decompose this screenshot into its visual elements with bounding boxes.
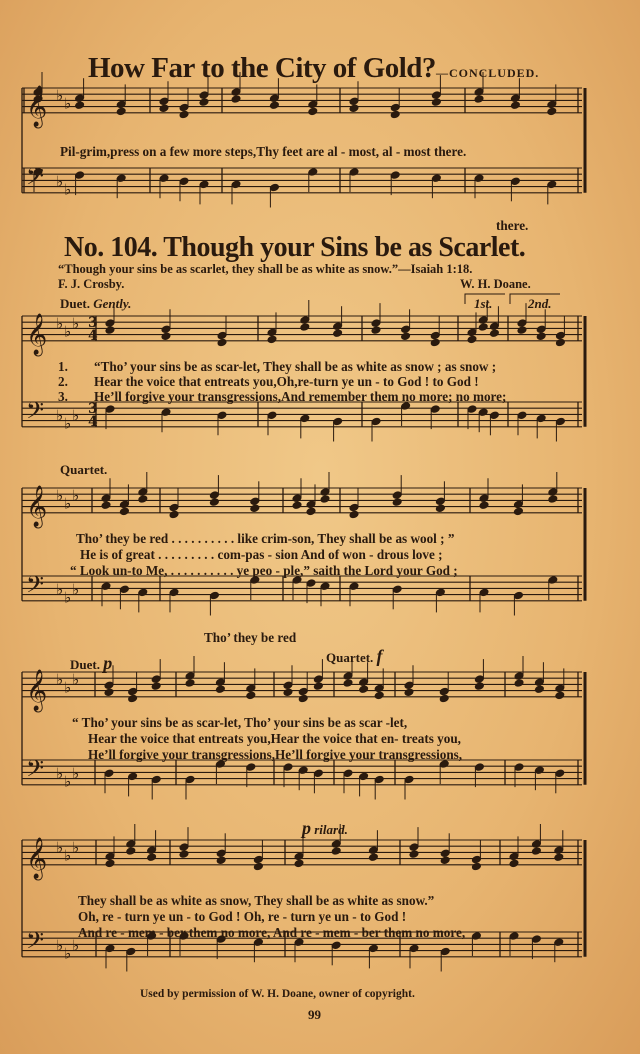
note-head (253, 855, 263, 864)
note-head (215, 685, 225, 694)
note-head (333, 417, 343, 426)
flat-sign: ♭ (64, 772, 72, 791)
note-head (555, 684, 565, 693)
note-head (547, 107, 557, 116)
note-head (435, 504, 445, 513)
note-head (128, 687, 138, 696)
note-head (368, 944, 378, 953)
note-head (105, 326, 115, 335)
note-head (253, 862, 263, 871)
note-head (555, 417, 565, 426)
note-head (313, 675, 323, 684)
note-head (292, 501, 302, 510)
note-head (547, 180, 557, 189)
lyric-line: He’ll forgive your transgressions,And remember them no more; no more; (94, 389, 507, 404)
treble-clef: 𝄞 (26, 669, 48, 711)
note-head (489, 411, 499, 420)
verse-number: 3. (58, 389, 68, 404)
note-head (534, 678, 544, 687)
note-head (439, 694, 449, 703)
note-head (105, 852, 115, 861)
note-head (349, 503, 359, 512)
note-head (250, 504, 260, 513)
note-head (105, 405, 115, 414)
note-head (534, 685, 544, 694)
lyric-line: Hear the voice that entreats you,Oh,re-turn ye un - to God ! to God ! (94, 374, 479, 389)
note-head (510, 101, 520, 110)
note-head (126, 947, 136, 956)
flat-sign: ♭ (72, 486, 80, 505)
note-head (374, 775, 384, 784)
note-head (548, 495, 558, 504)
note-head (179, 110, 189, 119)
note-head (531, 935, 541, 944)
note-head (159, 97, 169, 106)
flat-sign: ♭ (56, 838, 64, 857)
note-head (474, 763, 484, 772)
note-head (514, 672, 524, 681)
note-head (151, 775, 161, 784)
note-head (138, 588, 148, 597)
time-signature: 4 (88, 414, 98, 430)
note-head (333, 329, 343, 338)
verse-number: 1. (58, 359, 68, 374)
note-head (510, 94, 520, 103)
note-head (313, 682, 323, 691)
note-head (294, 859, 304, 868)
note-head (392, 498, 402, 507)
lyric-line: “ Tho’ your sins be as scar-let, Tho’ your sins be as scar -let, (72, 715, 408, 730)
note-head (215, 678, 225, 687)
first-ending-label: 1st. (474, 296, 493, 311)
note-head (159, 174, 169, 183)
rilard-marking: p rilard. (302, 818, 348, 838)
note-head (209, 491, 219, 500)
note-head (126, 847, 136, 856)
note-head (231, 95, 241, 104)
note-head (548, 488, 558, 497)
note-head (513, 591, 523, 600)
note-head (517, 326, 527, 335)
note-head (392, 491, 402, 500)
lyric-line: Pil-grim,press on a few more steps,Thy feet are al - most, al - most there. (60, 144, 467, 159)
lyric-line: “ Look un-to Me, . . . . . . . . . . ye peo - ple,” saith the Lord your God ; (70, 563, 458, 578)
note-head (409, 850, 419, 859)
note-head (359, 678, 369, 687)
note-head (101, 582, 111, 591)
note-head (119, 585, 129, 594)
lyricist-credit: F. J. Crosby. (58, 277, 125, 291)
note-head (509, 859, 519, 868)
note-head (151, 682, 161, 691)
treble-clef: 𝄞 (26, 485, 48, 527)
note-head (185, 775, 195, 784)
note-head (216, 849, 226, 858)
quartet-label: Quartet. f (326, 646, 383, 666)
flat-sign: ♭ (64, 846, 72, 865)
bass-clef: 𝄢 (26, 570, 45, 604)
note-head (267, 411, 277, 420)
note-head (440, 849, 450, 858)
note-head (536, 414, 546, 423)
note-head (179, 103, 189, 112)
note-head (435, 497, 445, 506)
flat-sign: ♭ (64, 678, 72, 697)
scripture-epigraph: “Though your sins be as scarlet, they shall be as white as snow.”—Isaiah 1:18. (58, 262, 473, 276)
note-head (283, 681, 293, 690)
quartet-label: Quartet. (60, 462, 108, 477)
lyric-line: Tho’ they be red . . . . . . . . . . like crim-son, They shall be as wool ; ” (76, 531, 455, 546)
concluded-tag: —CONCLUDED. (435, 66, 540, 80)
note-head (169, 503, 179, 512)
note-head (104, 681, 114, 690)
flat-sign: ♭ (64, 944, 72, 963)
composer-credit: W. H. Doane. (460, 277, 531, 291)
time-signature: 3 (88, 315, 98, 331)
flat-sign: ♭ (72, 314, 80, 333)
note-head (489, 329, 499, 338)
note-head (368, 853, 378, 862)
note-head (105, 859, 115, 868)
note-head (300, 323, 310, 332)
note-head (531, 840, 541, 849)
note-head (409, 944, 419, 953)
second-ending-label: 2nd. (528, 296, 552, 311)
note-head (267, 335, 277, 344)
note-head (320, 488, 330, 497)
note-head (231, 180, 241, 189)
note-head (534, 766, 544, 775)
note-head (547, 100, 557, 109)
note-head (392, 585, 402, 594)
treble-clef: 𝄞 (26, 837, 48, 879)
flat-sign: ♭ (72, 580, 80, 599)
note-head (161, 325, 171, 334)
note-head (298, 766, 308, 775)
note-head (467, 405, 477, 414)
note-head (510, 177, 520, 186)
note-head (513, 507, 523, 516)
note-head (509, 932, 519, 941)
note-head (306, 507, 316, 516)
note-head (75, 101, 85, 110)
lyric-bass-word: there. (496, 218, 529, 233)
note-head (75, 171, 85, 180)
flat-sign: ♭ (56, 86, 64, 105)
flat-sign: ♭ (56, 172, 64, 191)
note-head (431, 91, 441, 100)
note-head (514, 679, 524, 688)
note-head (471, 932, 481, 941)
note-head (185, 672, 195, 681)
note-head (371, 417, 381, 426)
note-head (439, 687, 449, 696)
flat-sign: ♭ (56, 670, 64, 689)
note-head (440, 856, 450, 865)
time-signature: 3 (88, 401, 98, 417)
note-head (479, 588, 489, 597)
note-head (409, 843, 419, 852)
note-head (349, 510, 359, 519)
note-head (104, 688, 114, 697)
note-head (138, 488, 148, 497)
note-head (101, 494, 111, 503)
note-head (467, 328, 477, 337)
note-head (116, 107, 126, 116)
bass-clef: 𝄢 (26, 926, 45, 960)
flat-sign: ♭ (56, 486, 64, 505)
note-head (349, 104, 359, 113)
note-head (517, 411, 527, 420)
note-head (306, 579, 316, 588)
flat-sign: ♭ (72, 406, 80, 425)
note-head (283, 763, 293, 772)
continued-song-title: How Far to the City of Gold?—CONCLUDED. (88, 52, 540, 84)
note-head (331, 840, 341, 849)
note-head (333, 322, 343, 331)
note-head (199, 91, 209, 100)
note-head (128, 772, 138, 781)
note-head (217, 411, 227, 420)
note-head (479, 494, 489, 503)
note-head (179, 843, 189, 852)
note-head (509, 852, 519, 861)
note-head (331, 847, 341, 856)
note-head (474, 682, 484, 691)
note-head (138, 495, 148, 504)
note-head (554, 938, 564, 947)
note-head (536, 332, 546, 341)
note-head (435, 588, 445, 597)
note-head (548, 576, 558, 585)
flat-sign: ♭ (64, 588, 72, 607)
note-head (217, 331, 227, 340)
note-head (119, 500, 129, 509)
note-head (368, 846, 378, 855)
note-head (199, 98, 209, 107)
note-head (159, 104, 169, 113)
note-head (199, 180, 209, 189)
note-head (478, 316, 488, 325)
duet-label: Duet. p (70, 653, 113, 673)
note-head (536, 325, 546, 334)
note-head (116, 174, 126, 183)
note-head (128, 694, 138, 703)
note-head (294, 852, 304, 861)
flat-sign: ♭ (56, 764, 64, 783)
note-head (555, 331, 565, 340)
note-head (404, 688, 414, 697)
note-head (349, 582, 359, 591)
note-head (267, 328, 277, 337)
note-head (555, 769, 565, 778)
note-head (479, 501, 489, 510)
flat-sign: ♭ (72, 838, 80, 857)
note-head (179, 177, 189, 186)
note-head (349, 168, 359, 177)
note-head (371, 326, 381, 335)
note-head (101, 501, 111, 510)
note-head (404, 775, 414, 784)
treble-clef: 𝄞 (26, 313, 48, 355)
bass-clef: 𝄢 (26, 754, 45, 788)
note-head (169, 510, 179, 519)
note-head (471, 862, 481, 871)
note-head (555, 338, 565, 347)
note-head (374, 684, 384, 693)
note-head (126, 840, 136, 849)
note-head (343, 769, 353, 778)
note-head (306, 500, 316, 509)
note-head (349, 97, 359, 106)
note-head (292, 494, 302, 503)
lyric-line: And re - mem - ber them no more, And re - mem - ber them no more, (78, 925, 466, 940)
note-head (283, 688, 293, 697)
note-head (431, 98, 441, 107)
note-head (401, 332, 411, 341)
note-head (147, 853, 157, 862)
note-head (343, 679, 353, 688)
note-head (185, 679, 195, 688)
note-head (320, 582, 330, 591)
note-head (489, 322, 499, 331)
note-head (246, 763, 256, 772)
note-head (147, 846, 157, 855)
note-head (474, 95, 484, 104)
note-head (531, 847, 541, 856)
note-head (105, 944, 115, 953)
note-head (554, 846, 564, 855)
note-head (119, 507, 129, 516)
note-head (331, 941, 341, 950)
note-head (467, 335, 477, 344)
note-head (359, 685, 369, 694)
flat-sign: ♭ (72, 670, 80, 689)
lyric-line: They shall be as white as snow, They shall be as white as snow.” (78, 893, 435, 908)
note-head (513, 500, 523, 509)
note-head (430, 338, 440, 347)
note-head (371, 319, 381, 328)
note-head (105, 319, 115, 328)
note-head (250, 497, 260, 506)
duet-label: Duet. Gently. (60, 296, 132, 311)
note-head (343, 672, 353, 681)
note-head (440, 947, 450, 956)
note-head (246, 691, 256, 700)
note-head (209, 591, 219, 600)
note-head (474, 675, 484, 684)
flat-sign: ♭ (64, 322, 72, 341)
copyright-notice: Used by permission of W. H. Doane, owner of copyright. (140, 988, 415, 1000)
note-head (401, 325, 411, 334)
note-head (478, 323, 488, 332)
note-head (478, 408, 488, 417)
flat-sign: ♭ (56, 314, 64, 333)
note-head (359, 772, 369, 781)
note-head (104, 769, 114, 778)
note-head (390, 110, 400, 119)
note-head (390, 103, 400, 112)
lyric-line: He is of great . . . . . . . . . com-pas - sion And of won - drous love ; (80, 547, 443, 562)
note-head (151, 675, 161, 684)
note-head (555, 691, 565, 700)
flat-sign: ♭ (64, 494, 72, 513)
note-head (430, 331, 440, 340)
note-head (308, 168, 318, 177)
flat-sign: ♭ (72, 764, 80, 783)
verse-number: 2. (58, 374, 68, 389)
note-head (431, 174, 441, 183)
note-head (116, 100, 126, 109)
note-head (430, 405, 440, 414)
note-head (320, 495, 330, 504)
note-head (390, 171, 400, 180)
note-head (404, 681, 414, 690)
bass-clef: 𝄢 (26, 396, 45, 430)
note-head (298, 694, 308, 703)
song-title: No. 104. Though your Sins be as Scarlet. (64, 232, 526, 263)
note-head (298, 687, 308, 696)
note-head (308, 107, 318, 116)
note-head (471, 855, 481, 864)
time-signature: 4 (88, 328, 98, 344)
note-head (246, 684, 256, 693)
note-head (231, 88, 241, 97)
note-head (474, 88, 484, 97)
note-head (269, 101, 279, 110)
note-head (374, 691, 384, 700)
flat-sign: ♭ (64, 414, 72, 433)
treble-clef: 𝄞 (26, 85, 48, 127)
note-head (75, 94, 85, 103)
note-head (300, 414, 310, 423)
lyric-bass-words: Tho’ they be red (204, 630, 297, 645)
flat-sign: ♭ (56, 406, 64, 425)
lyric-line: Oh, re - turn ye un - to God ! Oh, re - turn ye un - to God ! (78, 909, 407, 924)
note-head (161, 408, 171, 417)
bass-clef: 𝄢 (26, 162, 45, 196)
note-head (514, 763, 524, 772)
flat-sign: ♭ (64, 94, 72, 113)
flat-sign: ♭ (56, 936, 64, 955)
page-number: 99 (308, 1007, 321, 1022)
note-head (313, 769, 323, 778)
flat-sign: ♭ (56, 580, 64, 599)
flat-sign: ♭ (64, 180, 72, 199)
note-head (269, 183, 279, 192)
note-head (517, 319, 527, 328)
lyric-line: “Tho’ your sins be as scar-let, They shall be as white as snow ; as snow ; (94, 359, 497, 374)
note-head (161, 332, 171, 341)
note-head (308, 100, 318, 109)
note-head (300, 316, 310, 325)
note-head (216, 856, 226, 865)
lyric-line: Hear the voice that entreats you,Hear the voice that en- treats you, (88, 731, 461, 746)
lyric-line: He’ll forgive your transgressions,He’ll forgive your transgressions, (88, 747, 463, 762)
note-head (269, 94, 279, 103)
note-head (169, 588, 179, 597)
note-head (217, 338, 227, 347)
note-head (209, 498, 219, 507)
flat-sign: ♭ (72, 936, 80, 955)
note-head (179, 850, 189, 859)
note-head (474, 174, 484, 183)
note-head (554, 853, 564, 862)
